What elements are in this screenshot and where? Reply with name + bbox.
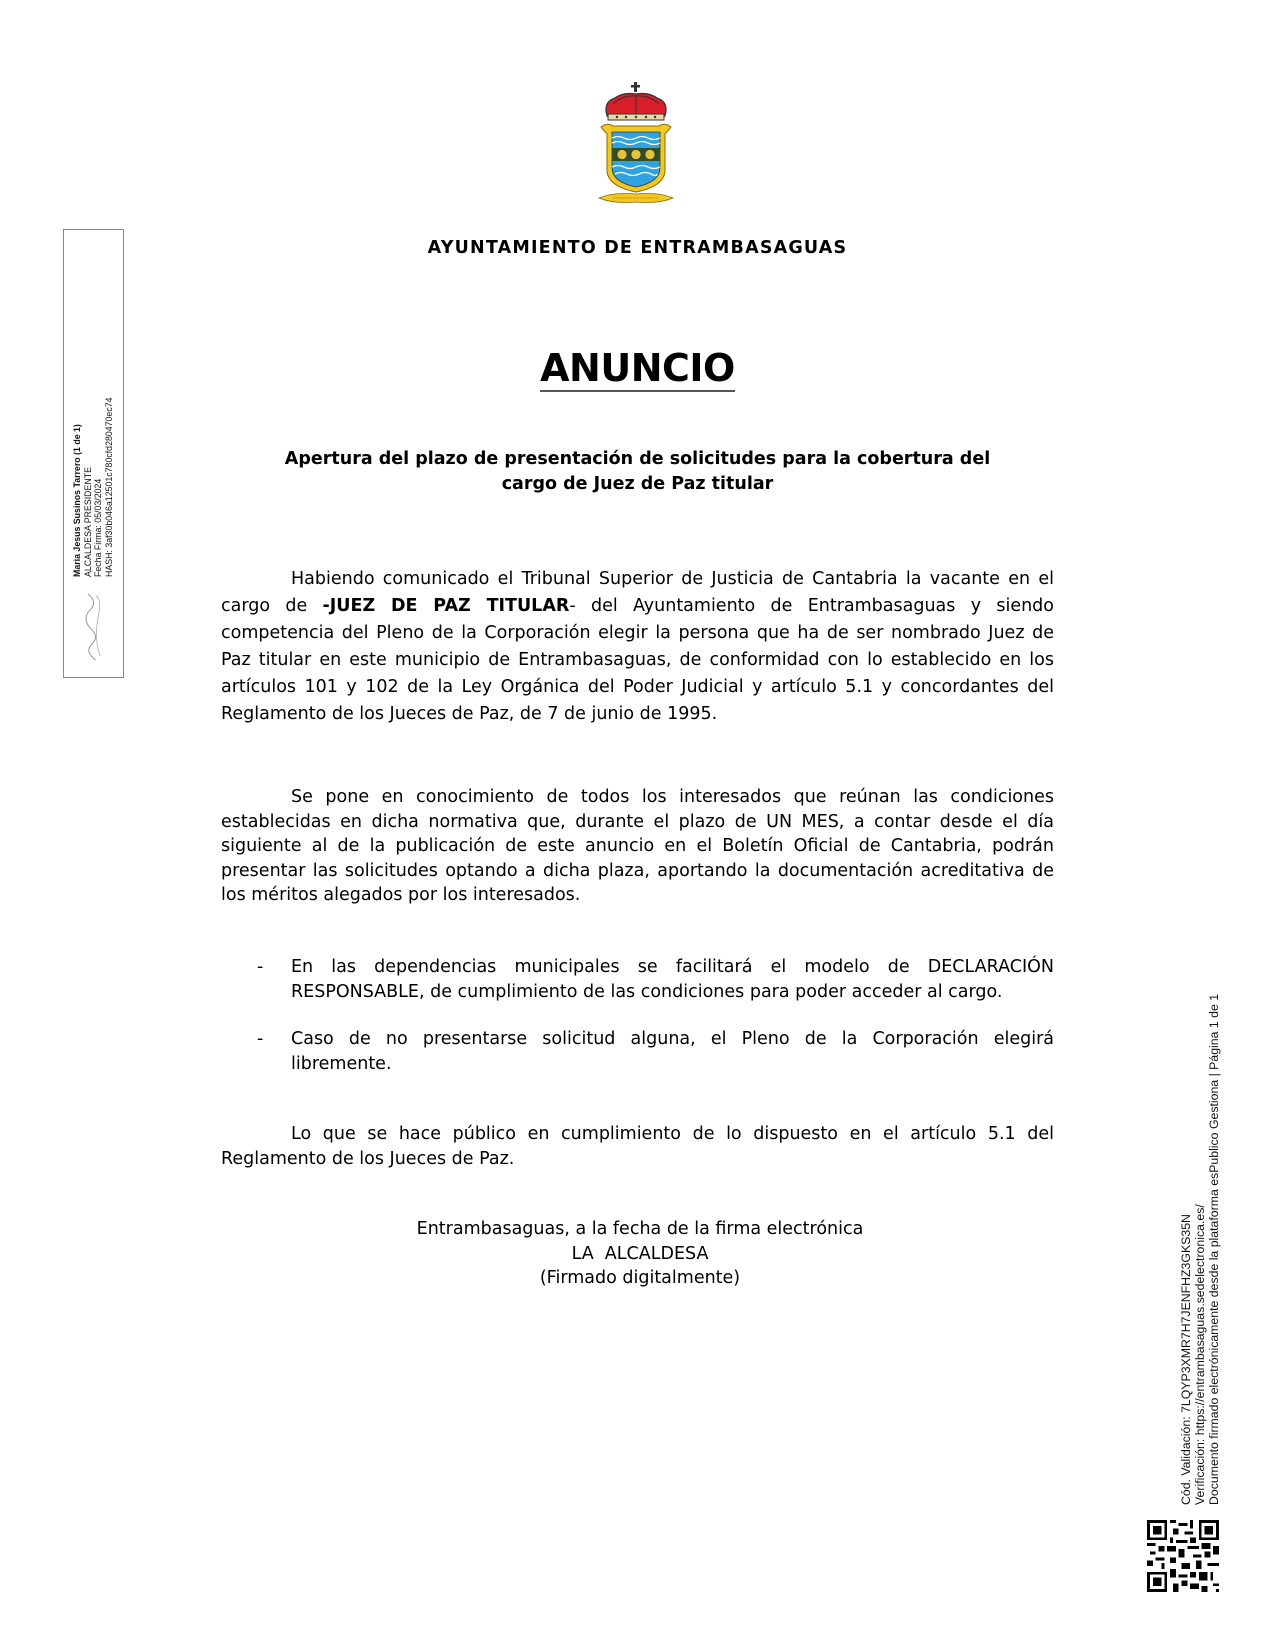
signature-hash: HASH: 3af30b046a12501c780cfd280470ec74 xyxy=(103,397,114,577)
handwritten-signature-icon xyxy=(78,592,104,662)
paragraph-vacancy: Habiendo comunicado el Tribunal Superior de Justicia de Cantabria la vacante en el cargo de -JUEZ DE PAZ TITULAR- del Ayuntamiento de Entrambasaguas y siendo competencia del Pleno de la Corporación elegir la persona que ha de ser nombrado Juez de Paz titular en este municipio de Entrambasaguas, de conformidad con lo establecido en los artículos 101 y 102 de la Ley Orgánica del Poder Judicial y artículo 5.1 y concordantes del Reglamento de los Jueces de Paz, de 7 de junio de 1995. xyxy=(221,569,1054,724)
signer-name: Maria Jesus Susinos Tarrero (1 de 1) xyxy=(72,424,82,577)
closing-signature-block xyxy=(380,1217,900,1291)
list-item: - Caso de no presentarse solicitud alguna, el Pleno de la Corporación elegirá libremente. xyxy=(257,1029,1054,1074)
list-bullet: - xyxy=(257,957,264,977)
validation-code: Cód. Validación: 7LQYP3XMR7H7JENFHZ3GKS35N xyxy=(1179,1214,1193,1505)
paragraph-application-period: Se pone en conocimiento de todos los interesados que reúnan las condiciones establecidas en dicha normativa que, durante el plazo de UN MES, a contar desde el día siguiente al de la publicación de este anuncio en el Boletín Oficial de Cantabria, podrán presentar las solicitudes optando a dicha plaza, aportando la documentación acreditativa de los méritos alegados por los interesados. xyxy=(221,787,1054,905)
organization-name: AYUNTAMIENTO DE ENTRAMBASAGUAS xyxy=(427,238,848,258)
qr-code-icon[interactable] xyxy=(1146,1520,1220,1592)
closing-signed-note: (Firmado digitalmente) xyxy=(539,1268,741,1288)
paragraph-publication: Lo que se hace público en cumplimiento de lo dispuesto en el artículo 5.1 del Reglamento de los Jueces de Paz. xyxy=(221,1124,1054,1169)
closing-role: LA ALCALDESA xyxy=(571,1243,709,1264)
list-bullet: - xyxy=(257,1029,264,1049)
verification-footer xyxy=(1177,985,1225,1505)
document-subtitle: Apertura del plazo de presentación de solicitudes para la cobertura del cargo de Juez de Paz titular xyxy=(284,449,991,494)
list-item: - En las dependencias municipales se facilitará el modelo de DECLARACIÓN RESPONSABLE, de cumplimiento de las condiciones para poder acceder al cargo. xyxy=(257,957,1054,1002)
platform-note: Documento firmado electrónicamente desde la plataforma esPublico Gestiona | Página 1 de 1 xyxy=(1207,993,1221,1505)
conditions-list xyxy=(221,955,1054,1099)
verification-url[interactable]: Verificación: https://entrambasaguas.sedelectronica.es/ xyxy=(1193,1204,1207,1505)
electronic-signature-stamp xyxy=(63,229,124,678)
coat-of-arms-icon xyxy=(593,82,679,208)
signature-date: Fecha Firma: 05/03/2024 xyxy=(93,478,103,577)
signer-role: ALCALDESA PRESIDENTE xyxy=(82,467,93,577)
document-title: ANUNCIO xyxy=(540,346,735,390)
closing-place-date: Entrambasaguas, a la fecha de la firma electrónica xyxy=(416,1219,864,1239)
